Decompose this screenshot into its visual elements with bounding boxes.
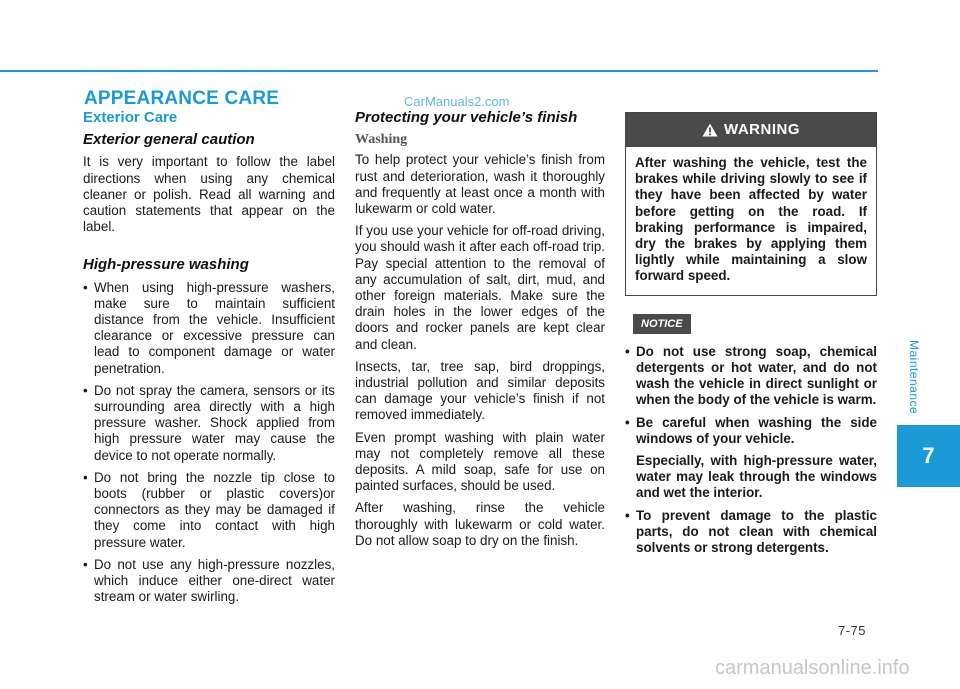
washing-heading: Washing [355,132,408,148]
notice-list [625,344,877,447]
general-caution-text: It is very important to follow the label directions when using any chemical cleaner or polish. Read all warning and caution statements that appear on the label. [83,154,335,235]
notice-list-last [625,508,877,557]
right-column [625,112,877,562]
warning-header [626,113,876,147]
section-title: APPEARANCE CARE [84,88,280,109]
washing-paragraph: To help protect your vehicle’s finish from rust and deterioration, wash it thoroughly and frequently at least once a month with lukewarm or cold water. [355,152,605,217]
warning-body [626,147,876,295]
warning-triangle-icon [702,123,718,137]
warning-text: After washing the vehicle, test the brakes while driving slowly to see if they have been affected by water before getting on the road. If braking performance is impaired, dry the brakes by applying them lightly while maintaining a slow forward speed. [635,155,867,284]
list-item: • To prevent damage to the plastic parts, do not clean with chemical solvents or strong detergents. [625,507,877,556]
exterior-care-heading: Exterior Care [83,109,178,126]
washing-paragraph: Insects, tar, tree sap, bird droppings, industrial pollution and similar deposits can damage your vehicle’s finish if not removed immediately. [355,358,605,423]
notice-extra: Especially, with high-pressure water, water may leak through the windows and wet the interior. [636,453,877,501]
list-item: • Do not use strong soap, chemical detergents or hot water, and do not wash the vehicle in direct sunlight or when the body of the vehicle is warm. [625,343,877,408]
high-pressure-list [83,280,335,606]
chapter-side-label: Maintenance [907,340,921,415]
page-number: 7-75 [838,623,867,638]
washing-paragraph: If you use your vehicle for off-road driving, you should wash it after each off-road trip. Pay special attention to the removal of any accumulation of salt, dirt, mud, and other foreign materials. Make sure the drain holes in the lower edges of the doors and rocker panels are kept clear and clean. [355,223,605,352]
middle-column [355,110,605,555]
left-column [83,110,335,611]
list-item: • Do not use any high-pressure nozzles, which induce either one-direct water stream or water swirling. [83,556,335,605]
warning-box [625,112,877,296]
washing-paragraph: After washing, rinse the vehicle thoroughly with lukewarm or cold water. Do not allow soap to dry on the finish. [355,500,605,548]
list-item: • Do not spray the camera, sensors or its surrounding area directly with a high pressure washer. Shock applied from high pressure water may cause the device to not operate normally. [83,382,335,463]
washing-paragraph: Even prompt washing with plain water may not completely remove all these deposits. A mild soap, safe for use on painted surfaces, should be used. [355,429,605,494]
general-caution-heading: Exterior general caution [83,131,255,149]
list-item: • Do not bring the nozzle tip close to boots (rubber or plastic covers)or connectors as they may be damaged if they come into contact with high pressure water. [83,469,335,550]
header-rule [0,70,878,72]
warning-label: WARNING [724,120,800,138]
watermark-bottom[interactable]: carmanualsonline.info [715,657,910,679]
notice-badge: NOTICE [633,314,691,334]
chapter-tab: 7 [897,425,960,487]
watermark-top[interactable]: CarManuals2.com [404,94,510,109]
high-pressure-heading: High-pressure washing [83,256,249,274]
protecting-finish-heading: Protecting your vehicle’s finish [355,109,578,126]
list-item: • Be careful when washing the side windows of your vehicle. [625,414,877,446]
list-item: • When using high-pressure washers, make sure to maintain sufficient distance from the vehicle. Insufficient clearance or excessive pressure can lead to component damage or water penetration. [83,279,335,376]
